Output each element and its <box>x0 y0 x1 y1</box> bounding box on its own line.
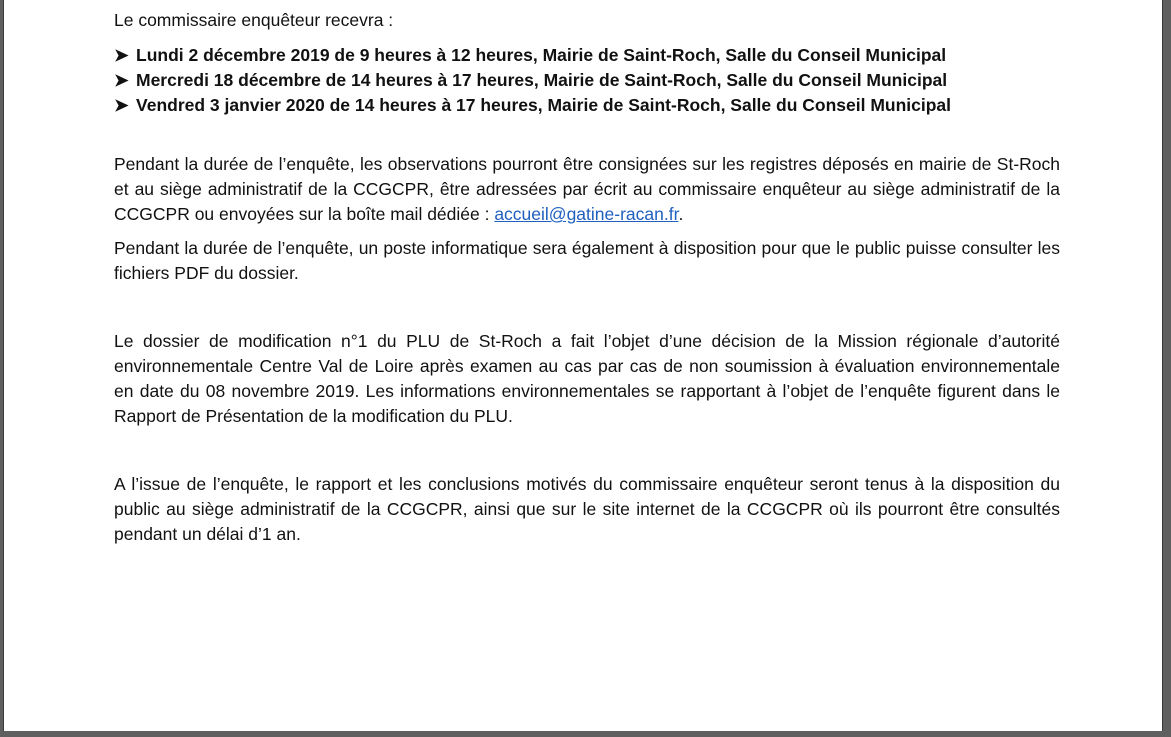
observations-end: . <box>678 204 684 224</box>
arrow-bullet-icon: ➤ <box>114 45 129 65</box>
document-page <box>4 0 1162 731</box>
session-item <box>114 68 1060 93</box>
intro-text: Le commissaire enquêteur recevra : <box>114 10 394 30</box>
session-item <box>114 93 1060 118</box>
arrow-bullet-icon: ➤ <box>114 95 129 115</box>
issue-paragraph: A l’issue de l’enquête, le rapport et les conclusions motivés du commissaire enquêteur seront tenus à la disposition du public au siège administratif de la CCGCPR, ainsi que sur le site internet de la CCGCPR où ils pourront être consultés pendant un délai d’1 an. <box>114 474 1060 544</box>
poste-paragraph: Pendant la durée de l’enquête, un poste informatique sera également à disposition pour que le public puisse consulter les fichiers PDF du dossier. <box>114 238 1060 283</box>
session-text: Lundi 2 décembre 2019 de 9 heures à 12 heures, Mairie de Saint-Roch, Salle du Conseil Municipal <box>136 45 947 65</box>
observations-paragraph <box>114 152 1060 227</box>
session-list <box>114 43 1060 118</box>
session-text: Vendred 3 janvier 2020 de 14 heures à 17 heures, Mairie de Saint-Roch, Salle du Conseil Municipal <box>136 95 952 115</box>
session-item <box>114 43 1060 68</box>
session-text: Mercredi 18 décembre de 14 heures à 17 heures, Mairie de Saint-Roch, Salle du Conseil Municipal <box>136 70 948 90</box>
email-link[interactable]: accueil@gatine-racan.fr <box>494 204 679 224</box>
arrow-bullet-icon: ➤ <box>114 70 129 90</box>
dossier-paragraph: Le dossier de modification n°1 du PLU de St-Roch a fait l’objet d’une décision de la Mission régionale d’autorité environnementale Centre Val de Loire après examen au cas par cas de non soumission à évaluation environnementale en date du 08 novembre 2019. Les informations environnementales se rapportant à l’objet de l’enquête figurent dans le Rapport de Présentation de la modification du PLU. <box>114 331 1060 426</box>
observations-text: Pendant la durée de l’enquête, les observations pourront être consignées sur les registres déposés en mairie de St-Roch et au siège administratif de la CCGCPR, être adressées par écrit au commissaire enquêteur au siège administratif de la CCGCPR ou envoyées sur la boîte mail dédiée : <box>114 154 1060 224</box>
document-content <box>114 8 1060 547</box>
